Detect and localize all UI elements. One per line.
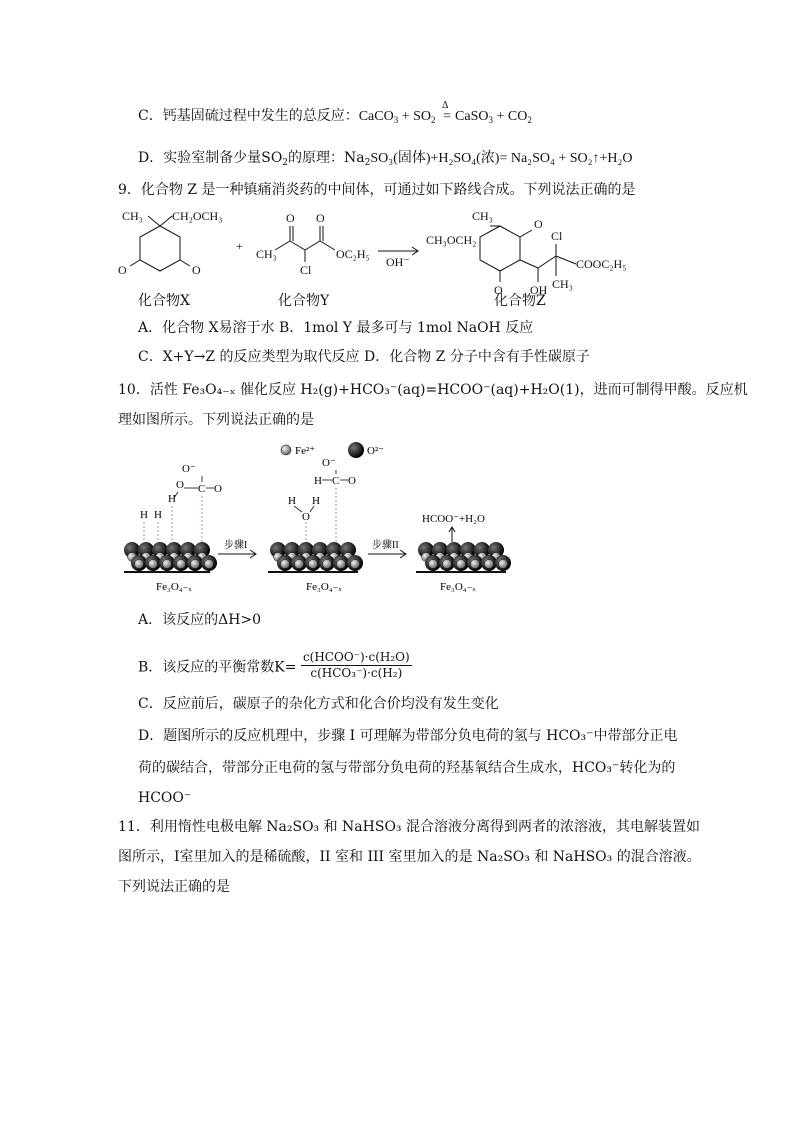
fe-ion-icon: [281, 445, 291, 455]
x-o-right: O: [192, 263, 201, 277]
formate-h: H: [314, 475, 322, 487]
hco3-o-minus: O⁻: [182, 463, 196, 475]
heat-equals: Δ =: [439, 107, 455, 127]
fe-ion: [485, 560, 494, 569]
y-o2: O: [316, 211, 325, 225]
q9-options-ab: A．化合物 X易溶于水 B．1mol Y 最多可与 1mol NaOH 反应: [138, 320, 534, 336]
q11-line2: 图所示，I室里加入的是稀硫酸，II 室和 III 室里加入的是 Na₂SO₃ 和 NaHSO₃ 的混合溶液。: [118, 849, 701, 865]
fe-ion: [295, 560, 304, 569]
fraction-numerator: c(HCOO⁻)·c(H₂O): [302, 650, 410, 664]
fe-ion: [149, 560, 158, 569]
water-o: O: [302, 511, 310, 523]
q8-option-d: [138, 148, 633, 173]
sub-2d: 2: [364, 158, 371, 168]
formate-o-minus: O⁻: [322, 457, 336, 469]
q8-option-c-prefix: C．钙基固硫过程中发生的总反应：: [138, 108, 359, 124]
sub-2: 2: [431, 115, 436, 125]
compound-y-label: 化合物Y: [278, 293, 330, 309]
fe-ion: [205, 560, 214, 569]
q10-stem-line1: 10．活性 Fe₃O₄₋ₓ 催化反应 H₂(g)+HCO₃⁻(aq)=HCOO⁻(aq)+H₂O(1)，进而可制得甲酸。反应机: [118, 382, 748, 398]
fe-ion: [499, 560, 508, 569]
catalyst-label-1: Fe₃O₄₋ₓ: [156, 581, 192, 593]
q11-line1: 11．利用惰性电极电解 Na₂SO₃ 和 NaHSO₃ 混合溶液分离得到两者的浓溶液，其电解装置如: [118, 819, 700, 835]
q10-option-c: C．反应前后，碳原子的杂化方式和化合价均没有发生变化: [138, 696, 499, 712]
h-atom-1: H: [140, 509, 148, 521]
y-oc2h5: OC₂H₅: [336, 247, 370, 261]
equilibrium-fraction: [301, 650, 412, 681]
x-o-left: O: [118, 263, 127, 277]
sub-2c: 2: [282, 158, 289, 168]
z-ch3b: CH₃: [552, 277, 573, 291]
fe-ion: [135, 560, 144, 569]
q10-stem-line2: 理如图所示。下列说法正确的是: [118, 412, 314, 428]
plus-sign: +: [236, 239, 243, 253]
arrow-oh-label: OH⁻: [386, 255, 410, 269]
fe-ion: [281, 560, 290, 569]
q8-d-mid: 的原理：Na: [288, 150, 365, 166]
fe-ion: [471, 560, 480, 569]
hco3-o2: O: [214, 483, 222, 495]
compound-z-label: 化合物Z: [494, 293, 546, 309]
formate-o: O: [348, 475, 356, 487]
q8-option-c: [138, 100, 532, 130]
product-label: HCOO⁻+H₂O: [422, 513, 485, 525]
caco3-text: CaCO: [358, 109, 394, 124]
h-atom-2: H: [154, 509, 162, 521]
fe-ion: [323, 560, 332, 569]
z-cooc2h5: COOC₂H₅: [576, 257, 627, 271]
o-ion-icon: [348, 442, 364, 458]
q10-option-b: [138, 652, 412, 683]
fe-ion: [457, 560, 466, 569]
sub-2b: 2: [527, 115, 532, 125]
y-o1: O: [286, 211, 295, 225]
z-ch3: CH₃: [472, 209, 493, 223]
hco3-o1: O: [176, 479, 184, 491]
caso3-text: CaSO: [455, 109, 489, 124]
catalyst-surface-1: [124, 542, 217, 571]
y-ch3: CH₃: [256, 247, 277, 261]
q9-options-cd: C．X+Y→Z 的反应类型为取代反应 D．化合物 Z 分子中含有手性碳原子: [138, 349, 590, 365]
compound-z-ring: [480, 226, 520, 271]
x-ch3-label: CH₃: [122, 209, 143, 223]
q10-option-d-line1: D．题图所示的反应机理中，步骤 I 可理解为带部分负电荷的氢与 HCO₃⁻中带部分正电: [138, 728, 678, 744]
x-ch2och3-label: CH₂OCH₃: [172, 209, 223, 223]
catalyst-label-2: Fe₃O₄₋ₓ: [306, 581, 342, 593]
delta-symbol: Δ: [442, 100, 449, 111]
legend-o-label: O²⁻: [367, 445, 385, 457]
q11-line3: 下列说法正确的是: [118, 879, 230, 895]
sub-3: 3: [393, 115, 399, 125]
water-h1: H: [288, 495, 296, 507]
sub-3b: 3: [488, 115, 493, 125]
formate-c: C: [332, 475, 340, 487]
y-cl: Cl: [300, 263, 312, 277]
step2-label: 步骤II: [372, 540, 399, 551]
fe-ion: [309, 560, 318, 569]
q10-option-d-line2: 荷的碳结合，带部分正电荷的氢与带部分负电荷的羟基氧结合生成水，HCO₃⁻转化为的: [138, 760, 676, 776]
q10-option-d-line3: HCOO⁻: [138, 790, 192, 806]
compound-x-label: 化合物X: [138, 293, 190, 309]
fe-ion: [191, 560, 200, 569]
fe-ion: [337, 560, 346, 569]
z-cl: Cl: [551, 229, 563, 243]
fe-ion: [429, 560, 438, 569]
z-oh: OH: [530, 283, 548, 297]
q8-d-equation: SO₃(固体)+H₂SO₄(浓)= Na₂SO₄ + SO₂↑+H₂O: [370, 151, 633, 166]
step1-label: 步骤I: [224, 540, 248, 551]
hco3-h: H: [168, 493, 176, 505]
q10-mechanism-figure: [118, 438, 598, 600]
fe-ion: [177, 560, 186, 569]
hco3-c: C: [198, 483, 206, 495]
catalyst-surface-2: [270, 542, 363, 571]
fe-ion: [351, 560, 360, 569]
z-ch3och2: CH₃OCH₂: [426, 233, 477, 247]
plus-so2: + SO: [398, 109, 432, 124]
z-o-top: O: [534, 217, 543, 231]
legend-fe-label: Fe²⁺: [295, 445, 316, 457]
q8-option-d-prefix: D．实验室制备少量SO: [138, 150, 283, 166]
catalyst-surface-3: [418, 542, 511, 571]
q9-reaction-scheme: [110, 204, 670, 314]
q10-option-a: A．该反应的ΔH>0: [138, 612, 262, 628]
fraction-denominator: c(HCO₃⁻)·c(H₂): [310, 666, 403, 680]
plus-co2: + CO: [492, 109, 528, 124]
water-h2: H: [312, 495, 320, 507]
compound-x-ring: [140, 226, 180, 271]
q10-option-b-prefix: B．该反应的平衡常数K=: [138, 659, 297, 676]
z-o-bottom: O: [494, 283, 503, 297]
fe-ion: [163, 560, 172, 569]
q9-stem: 9．化合物 Z 是一种镇痛消炎药的中间体，可通过如下路线合成。下列说法正确的是: [118, 182, 636, 198]
fe-ion: [443, 560, 452, 569]
catalyst-label-3: Fe₃O₄₋ₓ: [440, 581, 476, 593]
